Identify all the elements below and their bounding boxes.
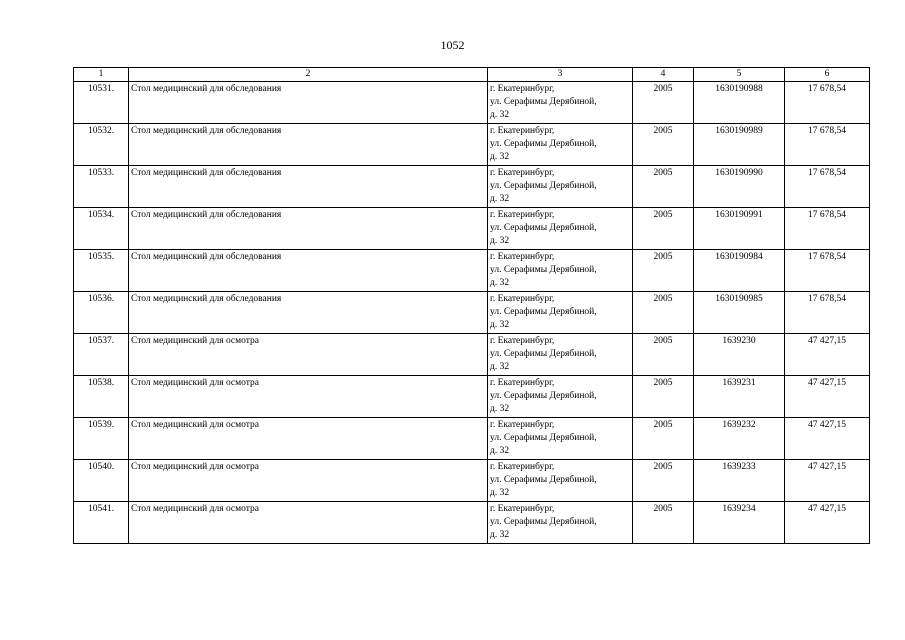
item-cost: 47 427,15 xyxy=(785,376,870,418)
item-name: Стол медицинский для обследования xyxy=(129,292,488,334)
address-line: д. 32 xyxy=(490,110,510,120)
item-name: Стол медицинский для осмотра xyxy=(129,460,488,502)
inventory-number: 1639230 xyxy=(694,334,785,376)
row-number: 10539. xyxy=(74,418,129,460)
address-line: г. Екатеринбург, xyxy=(490,336,555,346)
table-row xyxy=(74,460,870,502)
address-line: г. Екатеринбург, xyxy=(490,168,555,178)
row-number: 10532. xyxy=(74,124,129,166)
address-line: ул. Серафимы Дерябиной, xyxy=(490,139,597,149)
address-line: г. Екатеринбург, xyxy=(490,126,555,136)
item-address xyxy=(488,208,633,250)
column-header-3: 3 xyxy=(488,68,633,82)
table-row xyxy=(74,502,870,544)
table-row xyxy=(74,292,870,334)
item-year: 2005 xyxy=(633,124,694,166)
item-name: Стол медицинский для обследования xyxy=(129,166,488,208)
address-line: д. 32 xyxy=(490,446,510,456)
address-line: ул. Серафимы Дерябиной, xyxy=(490,97,597,107)
property-registry-table xyxy=(73,67,870,544)
address-line: д. 32 xyxy=(490,194,510,204)
item-cost: 47 427,15 xyxy=(785,334,870,376)
address-line: г. Екатеринбург, xyxy=(490,420,555,430)
item-name: Стол медицинский для обследования xyxy=(129,124,488,166)
address-line: г. Екатеринбург, xyxy=(490,378,555,388)
inventory-number: 1630190988 xyxy=(694,82,785,124)
inventory-number: 1639234 xyxy=(694,502,785,544)
item-name: Стол медицинский для осмотра xyxy=(129,334,488,376)
row-number: 10531. xyxy=(74,82,129,124)
inventory-number: 1630190991 xyxy=(694,208,785,250)
address-line: д. 32 xyxy=(490,278,510,288)
item-cost: 47 427,15 xyxy=(785,502,870,544)
item-year: 2005 xyxy=(633,292,694,334)
row-number: 10540. xyxy=(74,460,129,502)
item-year: 2005 xyxy=(633,166,694,208)
address-line: ул. Серафимы Дерябиной, xyxy=(490,181,597,191)
item-year: 2005 xyxy=(633,460,694,502)
row-number: 10537. xyxy=(74,334,129,376)
address-line: ул. Серафимы Дерябиной, xyxy=(490,433,597,443)
item-address xyxy=(488,376,633,418)
item-cost: 17 678,54 xyxy=(785,292,870,334)
inventory-number: 1639233 xyxy=(694,460,785,502)
address-line: ул. Серафимы Дерябиной, xyxy=(490,391,597,401)
table-row xyxy=(74,208,870,250)
column-header-5: 5 xyxy=(694,68,785,82)
address-line: д. 32 xyxy=(490,362,510,372)
row-number: 10541. xyxy=(74,502,129,544)
item-cost: 47 427,15 xyxy=(785,460,870,502)
row-number: 10534. xyxy=(74,208,129,250)
table-row xyxy=(74,166,870,208)
item-address xyxy=(488,502,633,544)
address-line: ул. Серафимы Дерябиной, xyxy=(490,349,597,359)
item-cost: 17 678,54 xyxy=(785,124,870,166)
item-year: 2005 xyxy=(633,250,694,292)
item-address xyxy=(488,82,633,124)
table-header-row xyxy=(74,68,870,82)
row-number: 10533. xyxy=(74,166,129,208)
address-line: ул. Серафимы Дерябиной, xyxy=(490,475,597,485)
item-year: 2005 xyxy=(633,418,694,460)
table-row xyxy=(74,418,870,460)
address-line: д. 32 xyxy=(490,320,510,330)
column-header-1: 1 xyxy=(74,68,129,82)
table-row xyxy=(74,124,870,166)
column-header-6: 6 xyxy=(785,68,870,82)
item-year: 2005 xyxy=(633,82,694,124)
table-row xyxy=(74,250,870,292)
page-number: 1052 xyxy=(440,38,465,52)
item-address xyxy=(488,124,633,166)
inventory-number: 1639231 xyxy=(694,376,785,418)
address-line: ул. Серафимы Дерябиной, xyxy=(490,517,597,527)
address-line: ул. Серафимы Дерябиной, xyxy=(490,265,597,275)
item-cost: 17 678,54 xyxy=(785,82,870,124)
row-number: 10538. xyxy=(74,376,129,418)
item-year: 2005 xyxy=(633,208,694,250)
address-line: ул. Серафимы Дерябиной, xyxy=(490,307,597,317)
address-line: д. 32 xyxy=(490,152,510,162)
item-name: Стол медицинский для осмотра xyxy=(129,376,488,418)
item-address xyxy=(488,418,633,460)
table-row xyxy=(74,82,870,124)
row-number: 10535. xyxy=(74,250,129,292)
inventory-number: 1639232 xyxy=(694,418,785,460)
item-address xyxy=(488,250,633,292)
item-year: 2005 xyxy=(633,376,694,418)
item-name: Стол медицинский для осмотра xyxy=(129,418,488,460)
address-line: д. 32 xyxy=(490,488,510,498)
address-line: д. 32 xyxy=(490,236,510,246)
inventory-number: 1630190990 xyxy=(694,166,785,208)
column-header-2: 2 xyxy=(129,68,488,82)
item-cost: 17 678,54 xyxy=(785,166,870,208)
address-line: г. Екатеринбург, xyxy=(490,210,555,220)
item-name: Стол медицинский для обследования xyxy=(129,208,488,250)
table-row xyxy=(74,376,870,418)
item-name: Стол медицинский для обследования xyxy=(129,82,488,124)
item-address xyxy=(488,292,633,334)
item-name: Стол медицинский для осмотра xyxy=(129,502,488,544)
item-name: Стол медицинский для обследования xyxy=(129,250,488,292)
address-line: г. Екатеринбург, xyxy=(490,462,555,472)
address-line: д. 32 xyxy=(490,404,510,414)
item-cost: 47 427,15 xyxy=(785,418,870,460)
address-line: г. Екатеринбург, xyxy=(490,84,555,94)
table-row xyxy=(74,334,870,376)
item-address xyxy=(488,166,633,208)
address-line: г. Екатеринбург, xyxy=(490,252,555,262)
inventory-number: 1630190984 xyxy=(694,250,785,292)
table-body xyxy=(74,82,870,544)
item-cost: 17 678,54 xyxy=(785,208,870,250)
item-address xyxy=(488,460,633,502)
item-year: 2005 xyxy=(633,502,694,544)
address-line: г. Екатеринбург, xyxy=(490,294,555,304)
item-address xyxy=(488,334,633,376)
row-number: 10536. xyxy=(74,292,129,334)
inventory-number: 1630190985 xyxy=(694,292,785,334)
address-line: ул. Серафимы Дерябиной, xyxy=(490,223,597,233)
inventory-number: 1630190989 xyxy=(694,124,785,166)
address-line: д. 32 xyxy=(490,530,510,540)
address-line: г. Екатеринбург, xyxy=(490,504,555,514)
item-cost: 17 678,54 xyxy=(785,250,870,292)
column-header-4: 4 xyxy=(633,68,694,82)
item-year: 2005 xyxy=(633,334,694,376)
